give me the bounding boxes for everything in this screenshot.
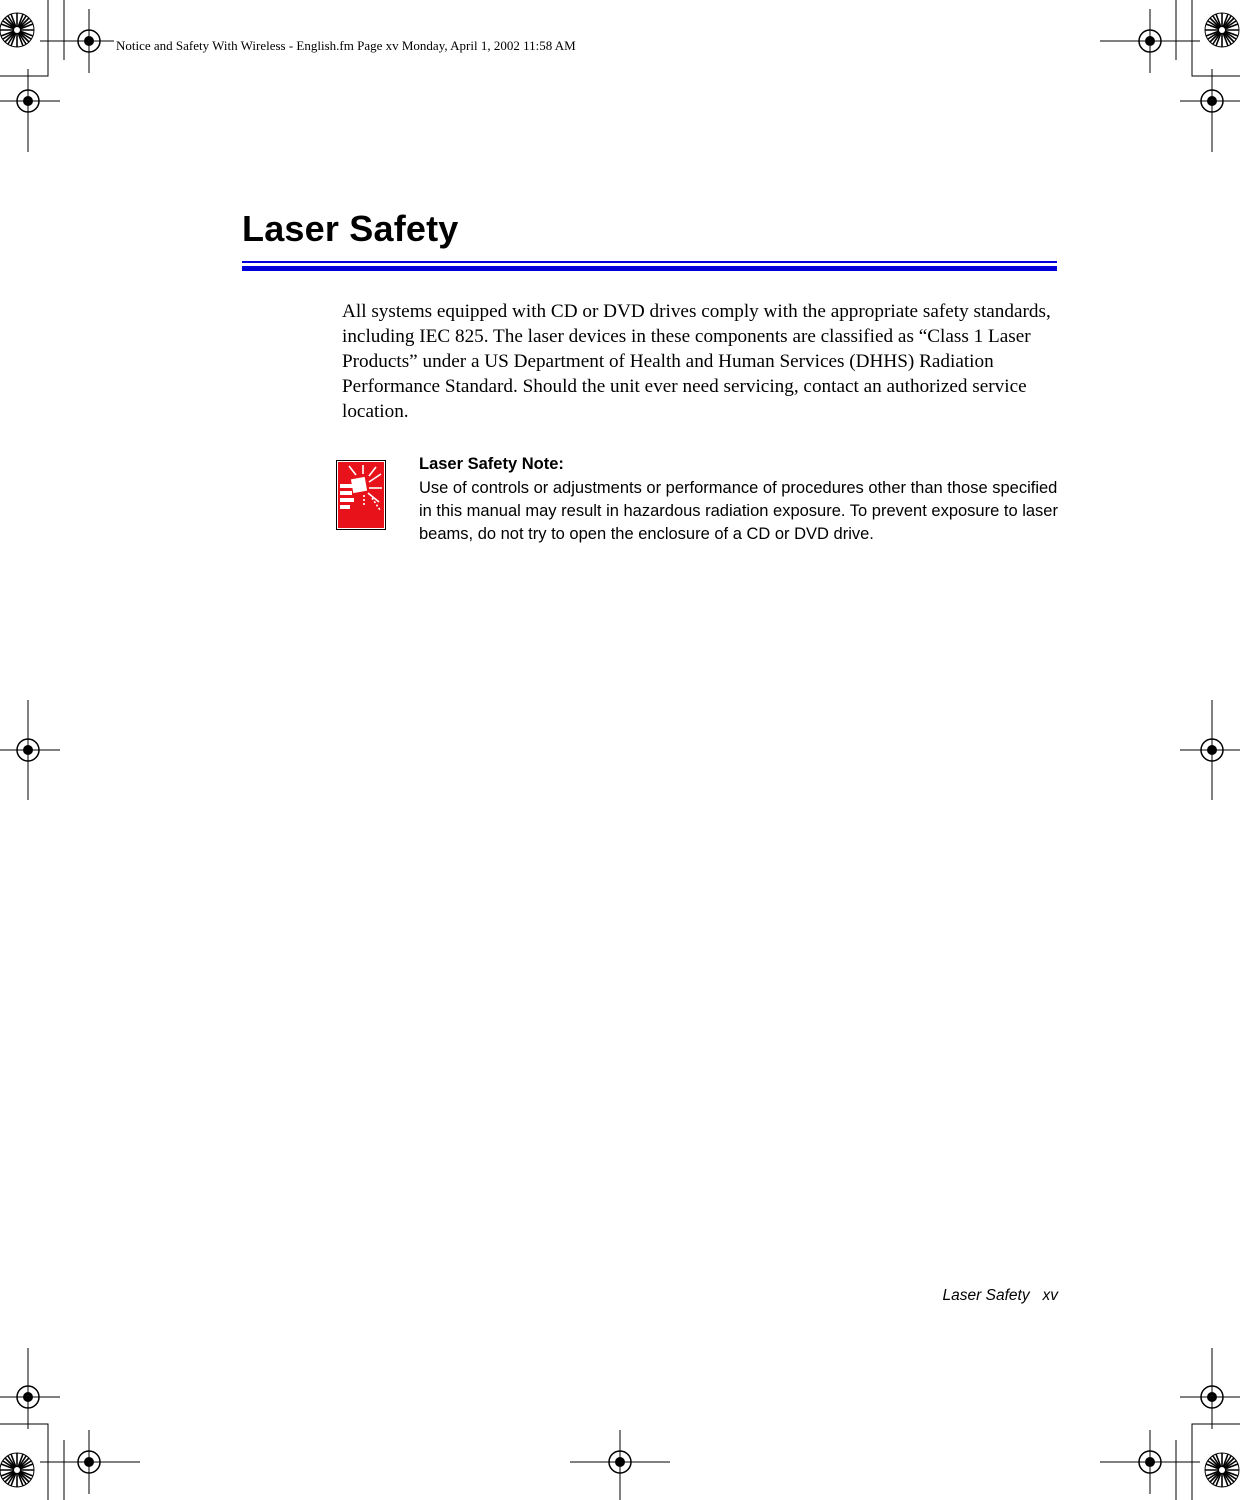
footer-running-title: Laser Safety [942, 1287, 1030, 1304]
page-title: Laser Safety [242, 208, 459, 249]
note-title: Laser Safety Note: [419, 455, 564, 473]
body-paragraph: All systems equipped with CD or DVD drives comply with the appropriate safety standards, including IEC 825. The laser devices in these components are classified as “Class 1 Laser Products” under a US Department of Health and Human Services (DHHS) Radiation Performance Standard. Should the unit ever need servicing, contact an authorized service location. [342, 301, 1051, 422]
note-text: Use of controls or adjustments or performance of procedures other than those specified in this manual may result in hazardous radiation exposure. To prevent exposure to laser beams, do not try to open the enclosure of a CD or DVD drive. [419, 479, 1058, 543]
title-rule-thick [242, 266, 1057, 271]
page-footer [880, 1287, 1058, 1305]
title-rule-thin [242, 261, 1057, 263]
header-slug: Notice and Safety With Wireless - English.fm Page xv Monday, April 1, 2002 11:58 AM [116, 38, 576, 53]
laser-warning-icon [336, 460, 386, 530]
footer-page-number: xv [1042, 1287, 1058, 1304]
